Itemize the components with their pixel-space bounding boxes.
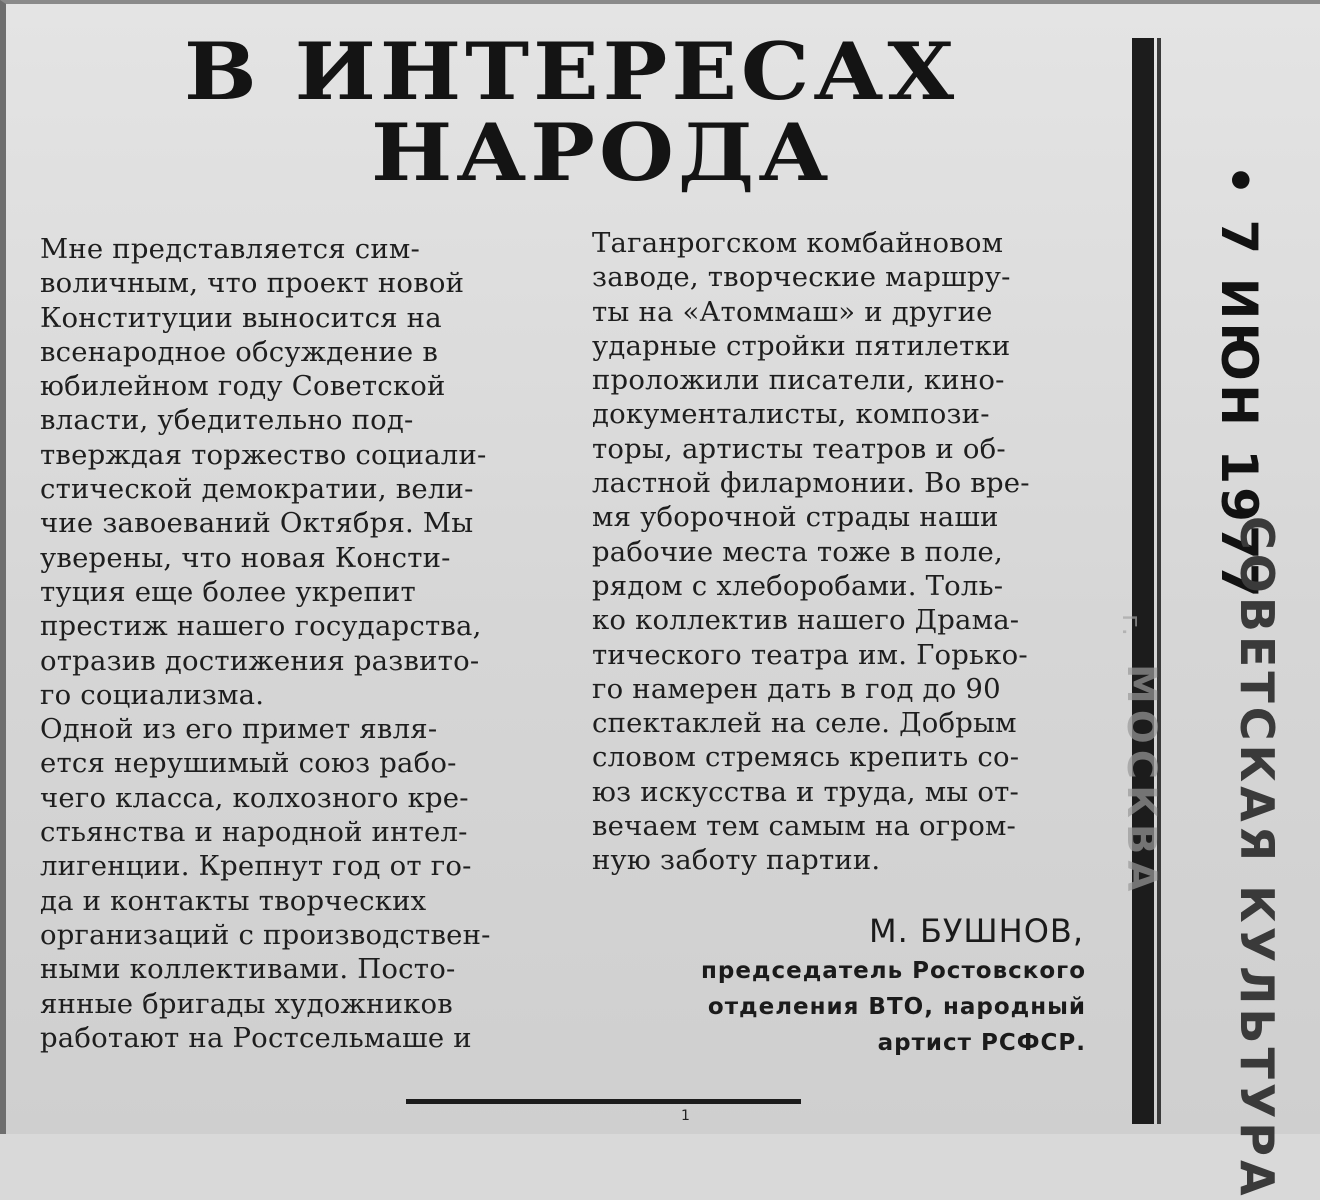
headline-line-2: НАРОДА bbox=[371, 106, 833, 200]
article-headline bbox=[156, 25, 1056, 200]
stamp-city-prefix: г. bbox=[1116, 614, 1146, 636]
page-mark: 1 bbox=[681, 1108, 690, 1124]
stamp-city: МОСКВА bbox=[1118, 664, 1164, 898]
vertical-thin-rule bbox=[1157, 38, 1161, 1124]
vertical-column-rule bbox=[1132, 38, 1154, 1124]
stamp-date: • 7 ИЮН 1977 bbox=[1210, 164, 1268, 601]
author-title: председатель Ростовского отделения ВТО, народный артист РСФСР. bbox=[700, 958, 1086, 1056]
bottom-rule bbox=[406, 1099, 801, 1104]
headline-line-1: В ИНТЕРЕСАХ bbox=[184, 25, 959, 119]
article-column-left: Мне представляется сим- воличным, что проект новой Конституции выносится на всенародное обсуждение в юбилейном году Советской власти, убедительно под- тверждая торжество социали- стической демократии, вели- чие завоеваний Октября. Мы уверены, что новая Консти- туция еще более укрепит престиж нашего государства, отразив достижения развито- го социализма. Одной из его примет явля- ется нерушимый союз рабо- чего класса, колхозного кре- стьянства и народной интел- лигенции. Крепнут год от го- да и контакты творческих организаций с производствен- ными коллективами. Посто- янные бригады художников работают на Ростсельмаше и bbox=[40, 233, 491, 1054]
stamp-newspaper-name: СОВЕТСКАЯ КУЛЬТУРА bbox=[1230, 516, 1284, 1200]
archive-stamp bbox=[1196, 164, 1296, 1200]
author-signature bbox=[646, 909, 1106, 1061]
author-name: М. БУШНОВ, bbox=[869, 912, 1084, 950]
article-column-right: Таганрогском комбайновом заводе, творческие маршру- ты на «Атоммаш» и другие ударные стройки пятилетки проложили писатели, кино- документалисты, компози- торы, артисты театров и об- ластной филармонии. Во вре- мя уборочной страды наши рабочие места тоже в поле, рядом с хлеборобами. Толь- ко коллектив нашего Драма- тического театра им. Горько- го намерен дать в год до 90 спектаклей на селе. Добрым словом стремясь крепить со- юз искусства и труда, мы от- вечаем тем самым на огром- ную заботу партии. bbox=[592, 227, 1030, 877]
